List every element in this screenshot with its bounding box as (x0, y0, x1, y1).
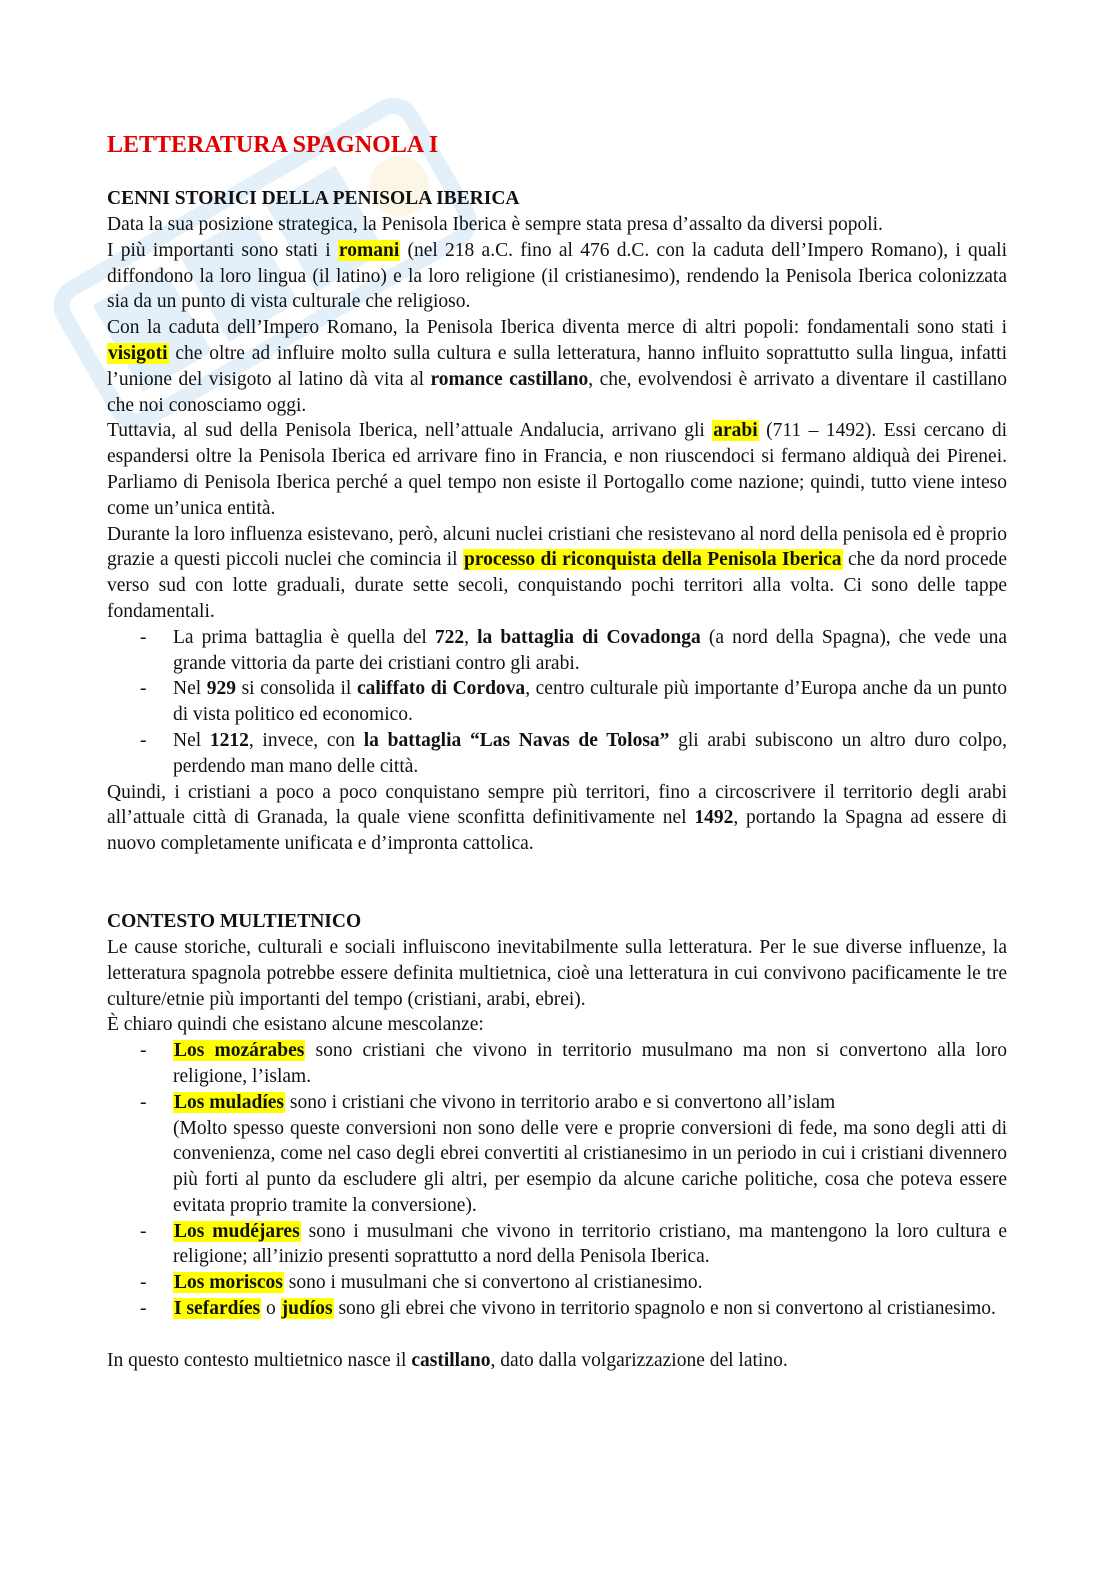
paragraph: Durante la loro influenza esistevano, però, alcuni nuclei cristiani che resistevano al nord della penisola ed è proprio grazie a questi piccoli nuclei che comincia il processo di riconquista della Penisola Iberica che da nord procede verso sud con lotte graduali, durate sette secoli, conquistando pochi territori alla volta. Ci sono delle tappe fondamentali. (107, 523, 1008, 622)
list-item: - Nel 1212, invece, con la battaglia “Las Navas de Tolosa” gli arabi subiscono un altro duro colpo, perdendo man mano delle città. (107, 728, 1007, 780)
list-item: - Nel 929 si consolida il califfato di Cordova, centro culturale più importante d’Europa anche da un punto di vista politico ed economico. (107, 676, 1007, 728)
paragraph: Tuttavia, al sud della Penisola Iberica, nell’attuale Andalucia, arrivano gli arabi (711 – 1492). Essi cercano di espandersi oltre la Penisola Iberica ed arrivare fino in Francia, e non riuscendoci si fermano aldiquà dei Pirenei. Parliamo di Penisola Iberica perché a quel tempo non esiste il Portogallo come nazione; quindi, tutto viene inteso come un’unica entità. (107, 420, 1007, 519)
highlight-visigoti: visigoti (108, 342, 168, 364)
document-body (107, 130, 1007, 1374)
tappe-list (107, 625, 1007, 780)
highlight-romani: romani (338, 239, 400, 261)
paragraph: È chiaro quindi che esistano alcune mescolanze: (107, 1014, 484, 1036)
document-title: LETTERATURA SPAGNOLA I (107, 132, 439, 158)
paragraph: Quindi, i cristiani a poco a poco conquistano sempre più territori, fino a circoscrivere il territorio degli arabi all’attuale città di Granada, la quale viene sconfitta definitivamente nel 1492, portando la Spagna ad essere di nuovo completamente unificata e d’impronta cattolica. (107, 781, 1007, 855)
highlight-riconquista: processo di riconquista della Penisola Iberica (464, 549, 842, 571)
list-item: - La prima battaglia è quella del 722, la battaglia di Covadonga (a nord della Spagna), che vede una grande vittoria da parte dei cristiani contro gli arabi. (107, 625, 1007, 677)
paragraph: I più importanti sono stati i romani (nel 218 a.C. fino al 476 d.C. con la caduta dell’Impero Romano), i quali diffondono la loro lingua (il latino) e la loro religione (il cristianesimo), rendendo la Penisola Iberica colonizzata sia da un punto di vista culturale che religioso. (107, 239, 1007, 313)
paragraph: Le cause storiche, culturali e sociali influiscono inevitabilmente sulla letteratura. Per le sue diverse influenze, la letteratura spagnola potrebbe essere definita multietnica, cioè una letteratura in cui convivono pacificamente le tre culture/etnie più importanti del tempo (cristiani, arabi, ebrei). (107, 936, 1007, 1010)
paragraph: Data la sua posizione strategica, la Penisola Iberica è sempre stata presa d’assalto da diversi popoli. (107, 214, 883, 235)
section-heading-contesto-multietnico: CONTESTO MULTIETNICO (107, 910, 362, 932)
highlight-arabi: arabi (713, 420, 758, 442)
list-item: - Los mudéjares sono i musulmani che vivono in territorio cristiano, ma mantengono la loro cultura e religione; all’inizio presenti soprattutto a nord della Penisola Iberica. (107, 1219, 1007, 1271)
list-item: - I sefardíes o judíos sono gli ebrei che vivono in territorio spagnolo e non si convertono al cristianesimo. (107, 1296, 1007, 1322)
list-item: - Los moriscos sono i musulmani che si convertono al cristianesimo. (107, 1270, 1007, 1296)
paragraph: Con la caduta dell’Impero Romano, la Penisola Iberica diventa merce di altri popoli: fondamentali sono stati i visigoti che oltre ad influire molto sulla cultura e sulla letteratura, hanno influito soprattutto sulla lingua, infatti l’unione del visigoto al latino dà vita al romance castillano, che, evolvendosi è arrivato a diventare il castillano che noi conosciamo oggi. (107, 317, 1007, 416)
paragraph: In questo contesto multietnico nasce il castillano, dato dalla volgarizzazione del latino. (107, 1349, 788, 1371)
list-item: - Los mozárabes sono cristiani che vivono in territorio musulmano ma non si convertono alla loro religione, l’islam. (107, 1038, 1007, 1090)
mescolanze-list (107, 1038, 1007, 1322)
section-heading-cenni-storici: CENNI STORICI DELLA PENISOLA IBERICA (107, 188, 520, 209)
list-item: - Los muladíes sono i cristiani che vivono in territorio arabo e si convertono all’islam (Molto spesso queste conversioni non sono delle vere e proprie conversioni di fede, ma sono degli atti di convenienza, come nel caso degli ebrei convertiti al cristianesimo in un periodo in cui i cristiani divennero più forti al punto da escludere gli altri, per esempio da alcune cariche politiche, cosa che poteva essere evitata proprio tramite la conversione). (107, 1090, 1007, 1219)
